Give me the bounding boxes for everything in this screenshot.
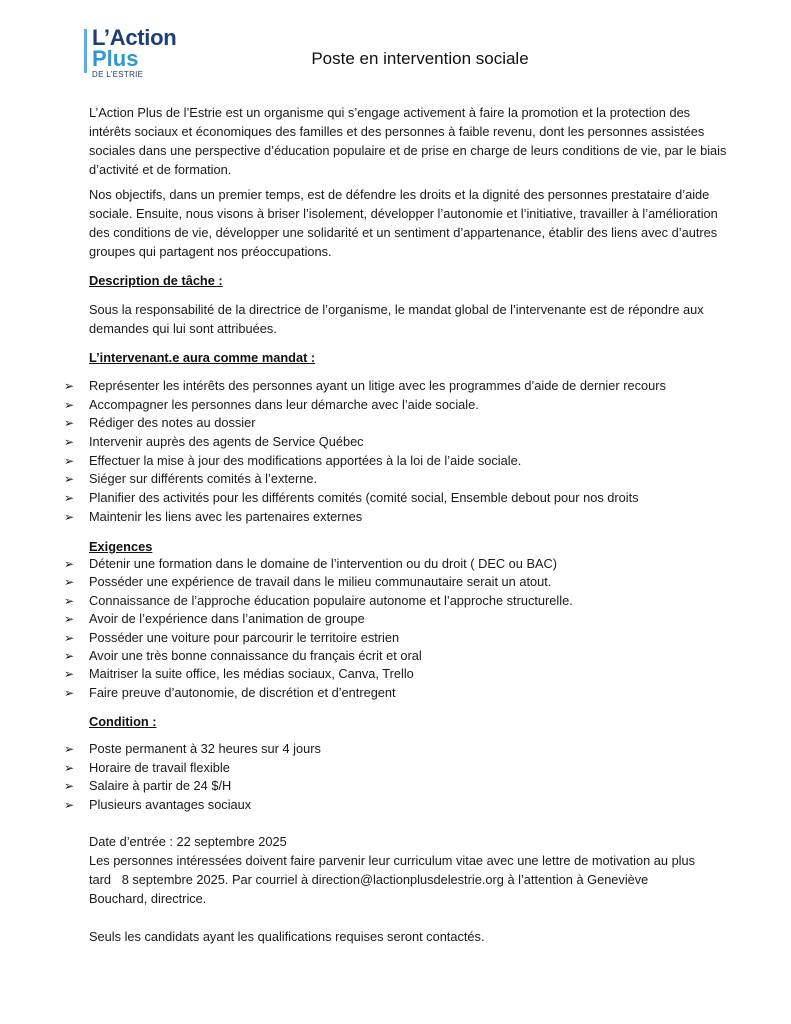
arrow-bullet-icon: ➢	[64, 593, 75, 608]
mandat-item-text: Maintenir les liens avec les partenaires externes	[89, 508, 363, 524]
exigence-item-text: Connaissance de l’approche éducation populaire autonome et l’approche structurelle.	[89, 592, 573, 608]
arrow-bullet-icon: ➢	[64, 453, 75, 468]
arrow-bullet-icon: ➢	[64, 760, 75, 775]
arrow-bullet-icon: ➢	[64, 667, 75, 682]
arrow-bullet-icon: ➢	[64, 798, 75, 813]
arrow-bullet-icon: ➢	[64, 685, 75, 700]
arrow-bullet-icon: ➢	[64, 472, 75, 487]
condition-item-text: Salaire à partir de 24 $/H	[89, 778, 232, 794]
exigence-item-text: Avoir de l’expérience dans l’animation de groupe	[89, 611, 365, 627]
description-heading: Description de tâche :	[89, 273, 223, 288]
exigence-item-text: Détenir une formation dans le domaine de l’intervention ou du droit ( DEC ou BAC)	[89, 556, 558, 571]
description-paragraph: Sous la responsabilité de la directrice de l’organisme, le mandat global de l’intervenante est de répondre aux demandes qui lui sont attribuées.	[89, 302, 704, 336]
logo-accent-bar	[84, 29, 87, 73]
exigence-item-text: Posséder une expérience de travail dans le milieu communautaire serait un atout.	[89, 574, 552, 590]
application-text-line2: tard 8 septembre 2025. Par courriel à direction@lactionplusdelestrie.org à l’attention à Geneviève	[89, 872, 649, 887]
condition-heading: Condition :	[89, 714, 157, 729]
mandat-heading: L’intervenant.e aura comme mandat :	[89, 350, 316, 365]
condition-item-text: Horaire de travail flexible	[89, 759, 230, 775]
mandat-item-text: Rédiger des notes au dossier	[89, 415, 256, 431]
arrow-bullet-icon: ➢	[64, 379, 75, 393]
arrow-bullet-icon: ➢	[64, 612, 75, 627]
arrow-bullet-icon: ➢	[64, 575, 75, 590]
mandat-item-text: Effectuer la mise à jour des modifications apportées à la loi de l’aide sociale.	[89, 452, 522, 468]
exigences-heading: Exigences	[89, 539, 153, 554]
mandat-item-text: Représenter les intérêts des personnes ayant un litige avec les programmes d’aide de dernier recours	[89, 378, 666, 393]
mandat-item-text: Planifier des activités pour les différents comités (comité social, Ensemble debout pour nos droits	[89, 490, 639, 506]
intro-paragraph: L’Action Plus de l’Estrie est un organisme qui s’engage activement à faire la promotion et la protection des intérêts sociaux et économiques des familles et des personnes à faible revenu, dont les personnes assistées sociales dans une perspective d’éducation populaire et de prise en charge de leurs conditions de vie, par le biais d’activité et de formation.	[89, 105, 727, 177]
start-date: Date d’entrée : 22 septembre 2025	[89, 834, 287, 849]
objectives-paragraph: Nos objectifs, dans un premier temps, est de défendre les droits et la dignité des personnes prestataire d’aide sociale. Ensuite, nous visons à briser l’isolement, développer l’autonomie et l’initiative, travailler à l’amélioration des conditions de vie, développer une solidarité et un sentiment d’appartenance, établir des liens avec d’autres groupes qui partagent nos préoccupations.	[89, 187, 718, 259]
exigence-item-text: Posséder une voiture pour parcourir le territoire estrien	[89, 629, 400, 645]
organization-logo	[84, 27, 194, 77]
arrow-bullet-icon: ➢	[64, 397, 75, 412]
condition-item-text: Poste permanent à 32 heures sur 4 jours	[89, 741, 321, 756]
mandat-item-text: Intervenir auprès des agents de Service Québec	[89, 434, 364, 450]
arrow-bullet-icon: ➢	[64, 435, 75, 450]
arrow-bullet-icon: ➢	[64, 630, 75, 645]
page-title: Poste en intervention sociale	[311, 49, 529, 68]
arrow-bullet-icon: ➢	[64, 742, 75, 756]
condition-item-text: Plusieurs avantages sociaux	[89, 797, 252, 813]
application-text-line1: Les personnes intéressées doivent faire parvenir leur curriculum vitae avec une lettre de motivation au plus	[89, 853, 696, 868]
mandat-item-text: Siéger sur différents comités à l’externe.	[89, 471, 318, 487]
logo-text-line2: Plus	[92, 46, 139, 71]
arrow-bullet-icon: ➢	[64, 557, 75, 571]
application-text-line3: Bouchard, directrice.	[89, 891, 207, 906]
arrow-bullet-icon: ➢	[64, 648, 75, 663]
mandat-item-text: Accompagner les personnes dans leur démarche avec l’aide sociale.	[89, 396, 479, 412]
logo-text-line3: DE L’ESTRIE	[92, 70, 144, 79]
logo-text-line1: L’Action	[92, 25, 177, 50]
exigence-item-text: Avoir une très bonne connaissance du français écrit et oral	[89, 647, 422, 663]
exigence-item-text: Faire preuve d’autonomie, de discrétion et d’entregent	[89, 684, 396, 700]
closing-note: Seuls les candidats ayant les qualifications requises seront contactés.	[89, 929, 485, 944]
arrow-bullet-icon: ➢	[64, 779, 75, 794]
exigence-item-text: Maitriser la suite office, les médias sociaux, Canva, Trello	[89, 666, 414, 682]
arrow-bullet-icon: ➢	[64, 416, 75, 431]
arrow-bullet-icon: ➢	[64, 491, 75, 506]
arrow-bullet-icon: ➢	[64, 509, 75, 524]
